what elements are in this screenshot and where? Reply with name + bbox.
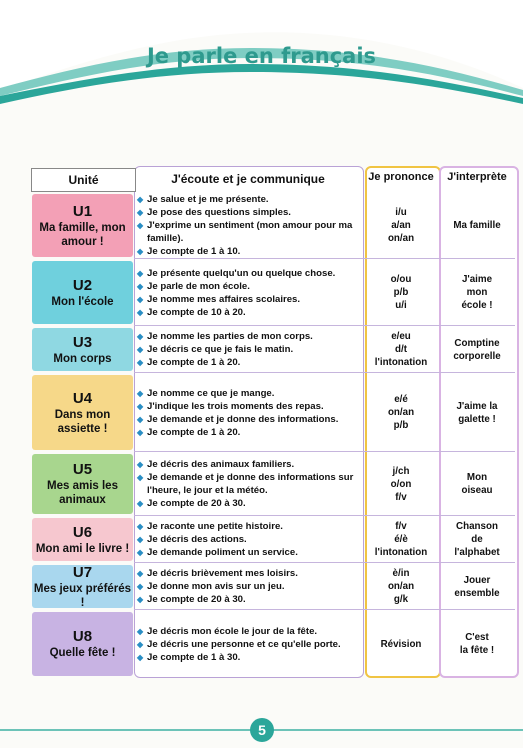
pronounce-cell xyxy=(366,610,436,678)
interpret-cell xyxy=(440,192,514,259)
bullet-icon: ◆ xyxy=(137,221,144,230)
communicate-text: Je nomme mes affaires scolaires. xyxy=(147,293,301,305)
bullet-icon: ◆ xyxy=(137,582,144,591)
unit-cell xyxy=(32,375,133,450)
pronounce-item: p/b xyxy=(393,420,409,431)
list-item xyxy=(137,593,363,606)
unit-number: U1 xyxy=(72,202,93,220)
bullet-icon: ◆ xyxy=(137,535,144,544)
communicate-text: Je présente quelqu'un ou quelque chose. xyxy=(147,267,336,279)
pronounce-cell xyxy=(366,373,436,452)
unit-cell xyxy=(32,261,133,324)
interpret-cell xyxy=(440,452,514,516)
pronounce-item: on/an xyxy=(387,407,415,418)
pronounce-item: j/ch xyxy=(392,465,410,477)
list-item xyxy=(137,546,363,559)
pronounce-cell xyxy=(366,192,436,259)
communicate-text: Je demande et je donne des informations. xyxy=(147,413,339,425)
pronounce-item: on/an xyxy=(387,233,415,244)
pronounce-cell xyxy=(366,326,436,373)
communicate-text: Je demande et je donne des informations sur l'heure, le jour et la météo. xyxy=(147,472,354,496)
bullet-icon: ◆ xyxy=(137,548,144,557)
communicate-list xyxy=(137,452,363,516)
communicate-text: Je compte de 20 à 30. xyxy=(147,594,246,605)
interpret-cell xyxy=(440,563,514,610)
bullet-icon: ◆ xyxy=(137,569,144,578)
list-item xyxy=(137,651,363,664)
communicate-text: Je parle de mon école. xyxy=(147,280,250,292)
pronounce-item: e/é xyxy=(394,394,408,405)
communicate-text: J'indique les trois moments des repas. xyxy=(147,400,324,412)
communicate-list xyxy=(137,373,363,452)
bullet-icon: ◆ xyxy=(137,414,144,424)
interpret-line: C'est xyxy=(465,632,489,643)
list-item xyxy=(137,426,363,439)
bullet-icon: ◆ xyxy=(137,499,144,508)
communicate-text: Je compte de 1 à 30. xyxy=(147,651,241,663)
communicate-text: Je nomme les parties de mon corps. xyxy=(147,331,313,342)
unit-number: U5 xyxy=(72,461,93,478)
interpret-line: ensemble xyxy=(454,587,500,599)
pronounce-item: g/k xyxy=(393,594,409,605)
page-title: Je parle en français xyxy=(146,44,377,68)
bullet-icon: ◆ xyxy=(137,281,144,291)
bullet-icon: ◆ xyxy=(137,388,144,398)
interpret-cell xyxy=(440,610,514,678)
table-row xyxy=(31,373,515,452)
list-item xyxy=(137,206,363,219)
list-item xyxy=(137,580,363,593)
list-item xyxy=(137,458,363,471)
pronounce-item: é/è xyxy=(394,534,408,545)
unit-cell xyxy=(32,328,133,371)
interpret-line: mon xyxy=(466,287,488,298)
pronounce-item: l'intonation xyxy=(374,547,428,558)
communicate-text: Je demande poliment un service. xyxy=(147,547,298,558)
communicate-text: Je pose des questions simples. xyxy=(147,207,291,218)
list-item xyxy=(137,267,363,280)
list-item xyxy=(137,330,363,343)
interpret-cell xyxy=(440,259,514,326)
bullet-icon: ◆ xyxy=(137,268,144,278)
communicate-text: Je compte de 1 à 20. xyxy=(147,426,241,438)
pronounce-item: e/eu xyxy=(391,331,411,342)
unit-title: Mon corps xyxy=(53,352,112,365)
pronounce-item: Révision xyxy=(380,638,422,650)
communicate-text: Je salue et je me présente. xyxy=(147,194,269,205)
pronounce-item: f/v xyxy=(395,521,407,532)
bullet-icon: ◆ xyxy=(137,294,144,304)
header-pronounce: Je prononce xyxy=(368,170,434,183)
list-item xyxy=(137,638,363,651)
unit-number: U7 xyxy=(72,563,93,581)
header-communicate: J'écoute et je communique xyxy=(171,172,325,186)
table-row xyxy=(31,259,515,326)
interpret-line: Jouer xyxy=(463,574,491,586)
list-item xyxy=(137,400,363,413)
pronounce-item: o/on xyxy=(390,478,412,490)
communicate-text: Je compte de 1 à 10. xyxy=(147,246,241,257)
pronounce-item: on/an xyxy=(387,581,415,592)
list-item xyxy=(137,293,363,306)
interpret-line: J'aime xyxy=(461,274,493,285)
pronounce-item: a/an xyxy=(391,220,411,231)
bullet-icon: ◆ xyxy=(137,639,144,649)
bullet-icon: ◆ xyxy=(137,401,144,411)
interpret-line: galette ! xyxy=(458,413,496,425)
list-item xyxy=(137,497,363,510)
page-number: 5 xyxy=(250,718,274,742)
bullet-icon: ◆ xyxy=(137,473,144,482)
interpret-line: Comptine xyxy=(454,337,500,349)
curriculum-table xyxy=(31,166,507,678)
unit-title: Mes amis les animaux xyxy=(47,480,118,506)
unit-number: U6 xyxy=(72,523,93,541)
table-row xyxy=(31,563,515,610)
unit-number: U8 xyxy=(72,628,93,645)
communicate-list xyxy=(137,326,363,373)
communicate-text: Je décris ce que je fais le matin. xyxy=(147,344,294,355)
unit-number: U3 xyxy=(72,333,93,351)
bullet-icon: ◆ xyxy=(137,332,144,341)
unit-title: Mes jeux préférés ! xyxy=(33,582,132,609)
pronounce-item: f/v xyxy=(395,491,407,503)
bullet-icon: ◆ xyxy=(137,595,144,604)
communicate-text: Je raconte une petite histoire. xyxy=(147,521,283,532)
list-item xyxy=(137,625,363,638)
communicate-text: Je décris des actions. xyxy=(147,534,247,545)
unit-cell xyxy=(32,612,133,676)
communicate-text: Je compte de 10 à 20. xyxy=(147,306,246,318)
list-item xyxy=(137,343,363,356)
list-item xyxy=(137,387,363,400)
communicate-list xyxy=(137,192,363,259)
interpret-line: l'alphabet xyxy=(454,547,500,558)
communicate-text: Je donne mon avis sur un jeu. xyxy=(147,581,285,592)
communicate-list xyxy=(137,563,363,610)
communicate-list xyxy=(137,516,363,563)
pronounce-cell xyxy=(366,452,436,516)
pronounce-item: d/t xyxy=(395,344,407,355)
unit-title: Ma famille, mon amour ! xyxy=(39,221,126,248)
pronounce-item: p/b xyxy=(393,287,409,298)
communicate-text: Je décris des animaux familiers. xyxy=(147,459,295,470)
bullet-icon: ◆ xyxy=(137,195,144,204)
interpret-line: école ! xyxy=(461,300,493,311)
interpret-line: la fête ! xyxy=(459,645,495,656)
unit-title: Mon l'école xyxy=(51,295,114,308)
interpret-line: Ma famille xyxy=(453,220,501,231)
bullet-icon: ◆ xyxy=(137,522,144,531)
pronounce-item: u/i xyxy=(395,300,407,311)
list-item xyxy=(137,471,363,497)
list-item xyxy=(137,280,363,293)
communicate-text: Je décris mon école le jour de la fête. xyxy=(147,625,318,637)
interpret-cell xyxy=(440,373,514,452)
communicate-text: Je compte de 1 à 20. xyxy=(147,357,241,368)
unit-number: U2 xyxy=(72,276,93,294)
interpret-line: de xyxy=(471,534,483,545)
pronounce-cell xyxy=(366,516,436,563)
unit-number: U4 xyxy=(72,389,93,407)
communicate-text: Je décris brièvement mes loisirs. xyxy=(147,568,298,579)
interpret-line: Chanson xyxy=(456,521,498,532)
unit-cell xyxy=(32,518,133,561)
table-row xyxy=(31,452,515,516)
communicate-text: Je nomme ce que je mange. xyxy=(147,387,275,399)
pronounce-cell xyxy=(366,563,436,610)
list-item xyxy=(137,520,363,533)
interpret-line: Mon xyxy=(466,472,488,483)
interpret-line: corporelle xyxy=(453,350,501,362)
unit-title: Dans mon assiette ! xyxy=(54,408,111,435)
pronounce-cell xyxy=(366,259,436,326)
interpret-cell xyxy=(440,326,514,373)
list-item xyxy=(137,219,363,245)
interpret-cell xyxy=(440,516,514,563)
list-item xyxy=(137,356,363,369)
communicate-list xyxy=(137,610,363,678)
pronounce-item: è/in xyxy=(392,568,410,579)
bullet-icon: ◆ xyxy=(137,427,144,437)
bullet-icon: ◆ xyxy=(137,460,144,469)
list-item xyxy=(137,245,363,258)
table-row xyxy=(31,516,515,563)
list-item xyxy=(137,533,363,546)
communicate-list xyxy=(137,259,363,326)
unit-title: Mon ami le livre ! xyxy=(35,542,130,555)
header-interpret: J'interprète xyxy=(447,170,507,183)
interpret-line: J'aime la xyxy=(456,400,498,412)
list-item xyxy=(137,306,363,319)
unit-cell xyxy=(32,565,133,608)
communicate-text: Je compte de 20 à 30. xyxy=(147,498,246,509)
list-item xyxy=(137,193,363,206)
table-row xyxy=(31,326,515,373)
bullet-icon: ◆ xyxy=(137,345,144,354)
unit-cell xyxy=(32,454,133,514)
list-item xyxy=(137,413,363,426)
bullet-icon: ◆ xyxy=(137,358,144,367)
bullet-icon: ◆ xyxy=(137,626,144,636)
pronounce-item: l'intonation xyxy=(374,357,428,368)
bullet-icon: ◆ xyxy=(137,208,144,217)
unit-title: Quelle fête ! xyxy=(49,647,116,659)
list-item xyxy=(137,567,363,580)
bullet-icon: ◆ xyxy=(137,307,144,317)
table-row xyxy=(31,610,515,678)
table-row xyxy=(31,192,515,259)
communicate-text: Je décris une personne et ce qu'elle porte. xyxy=(147,638,341,650)
header-unit: Unité xyxy=(31,168,136,192)
interpret-line: oiseau xyxy=(461,485,493,496)
bullet-icon: ◆ xyxy=(137,247,144,256)
bullet-icon: ◆ xyxy=(137,652,144,662)
unit-cell xyxy=(32,194,133,257)
pronounce-item: i/u xyxy=(395,207,407,218)
pronounce-item: o/ou xyxy=(390,274,412,285)
communicate-text: J'exprime un sentiment (mon amour pour ma famille). xyxy=(147,220,353,244)
